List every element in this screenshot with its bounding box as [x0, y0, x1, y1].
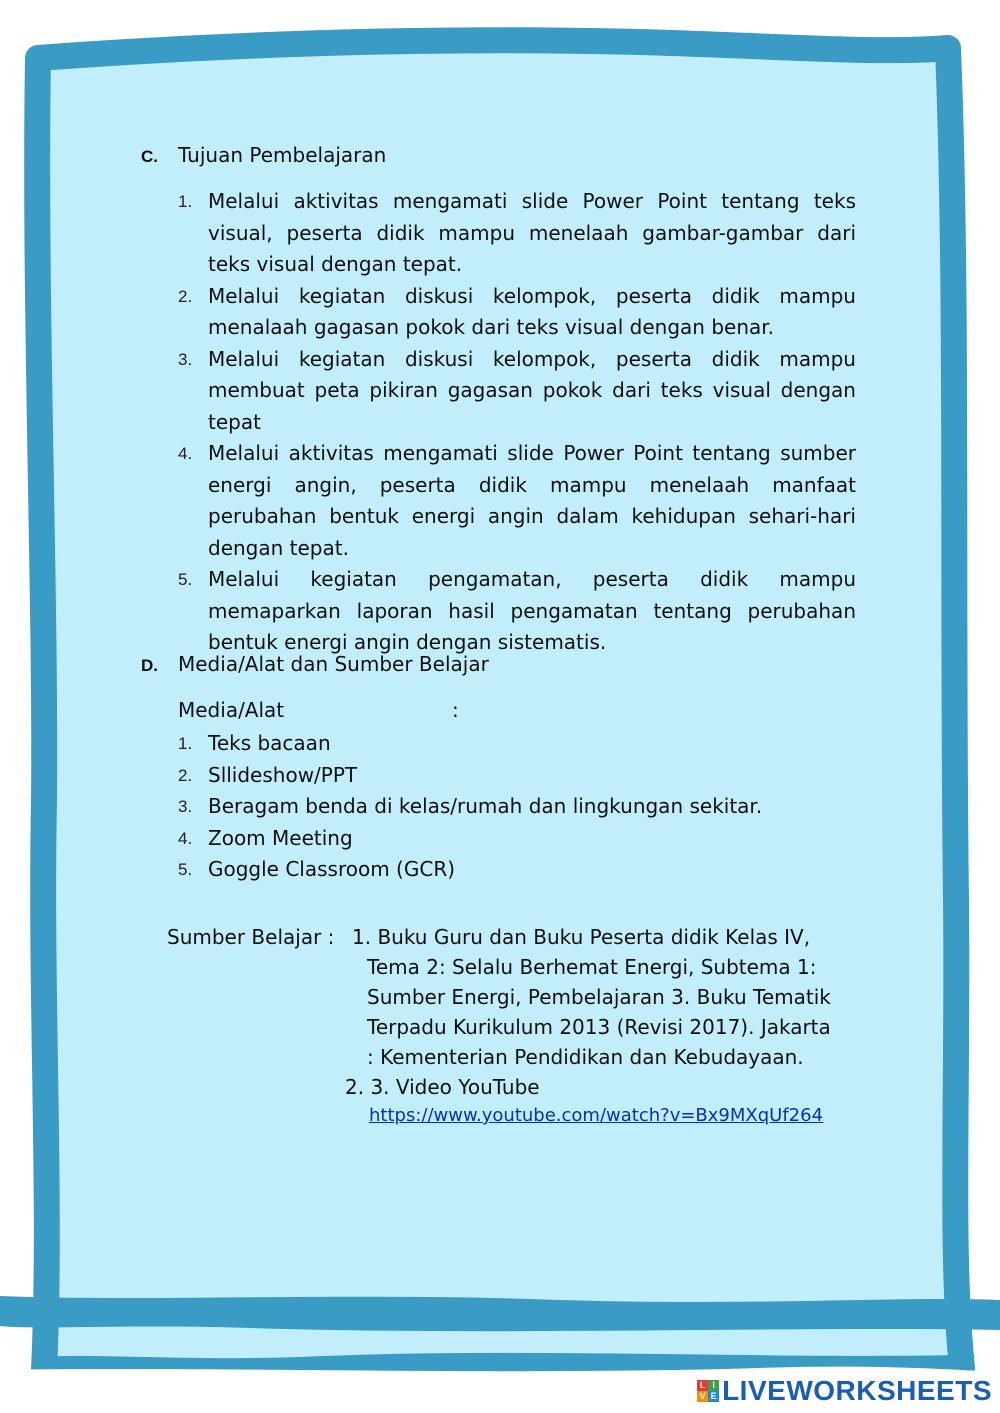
- list-number: 5.: [178, 570, 193, 589]
- logo-icon-letter: I: [708, 1380, 719, 1391]
- list-text: Melalui kegiatan diskusi kelompok, peserta didik mampu menalaah gagasan pokok dari teks visual dengan benar.: [208, 283, 856, 339]
- logo-icon-letter: V: [697, 1391, 708, 1402]
- list-item: [178, 186, 856, 281]
- list-number: 1.: [178, 192, 193, 211]
- list-item: [178, 854, 858, 886]
- logo-icon-letter: L: [697, 1380, 708, 1391]
- list-item: [178, 344, 856, 439]
- list-item: [178, 760, 858, 792]
- sumber-belajar-label: Sumber Belajar :: [167, 925, 335, 949]
- list-text: Zoom Meeting: [208, 825, 353, 850]
- sumber-line: Sumber Energi, Pembelajaran 3. Buku Tematik: [367, 985, 831, 1009]
- list-item: [178, 438, 856, 564]
- logo-icon-letter: E: [708, 1391, 719, 1402]
- section-d-title: Media/Alat dan Sumber Belajar: [178, 652, 489, 676]
- sumber-line: Tema 2: Selalu Berhemat Energi, Subtema 1:: [367, 955, 817, 979]
- sumber-line: : Kementerian Pendidikan dan Kebudayaan.: [367, 1045, 804, 1069]
- list-text: Melalui kegiatan pengamatan, peserta didik mampu memaparkan laporan hasil pengamatan tentang perubahan bentuk energi angin dengan sistematis.: [208, 567, 856, 654]
- sumber-item-2: 2. 3. Video YouTube: [345, 1075, 540, 1099]
- sumber-line: Terpadu Kurikulum 2013 (Revisi 2017). Jakarta: [367, 1015, 831, 1039]
- list-item: [178, 564, 856, 659]
- media-label: Media/Alat: [178, 698, 285, 722]
- list-number: 5.: [178, 860, 193, 879]
- video-link[interactable]: https://www.youtube.com/watch?v=Bx9MXqUf264: [369, 1105, 824, 1126]
- section-c-title: Tujuan Pembelajaran: [178, 143, 387, 167]
- list-text: Melalui aktivitas mengamati slide Power Point tentang teks visual, peserta didik mampu menelaah gambar-gambar dari teks visual dengan tepat.: [208, 189, 856, 276]
- list-number: 2.: [178, 765, 193, 785]
- sumber-belajar-text: [352, 922, 872, 1072]
- list-item: [178, 823, 858, 855]
- list-number: 4.: [178, 828, 193, 848]
- list-text: Goggle Classroom (GCR): [208, 857, 456, 881]
- list-text: Sllideshow/PPT: [208, 762, 358, 787]
- list-item: [178, 728, 858, 760]
- list-text: Melalui aktivitas mengamati slide Power Point tentang sumber energi angin, peserta didik mampu menelaah manfaat perubahan bentuk energi angin dalam kehidupan sehari-hari dengan tepat.: [208, 441, 856, 560]
- liveworksheets-text: LIVEWORKSHEETS: [722, 1375, 992, 1406]
- tujuan-list: [178, 186, 856, 659]
- section-c-letter: C.: [141, 147, 158, 166]
- list-number: 3.: [178, 349, 193, 369]
- list-text: Beragam benda di kelas/rumah dan lingkungan sekitar.: [208, 794, 763, 818]
- list-text: Melalui kegiatan diskusi kelompok, peserta didik mampu membuat peta pikiran gagasan pokok dari teks visual dengan tepat: [208, 346, 856, 434]
- list-text: Teks bacaan: [208, 731, 331, 755]
- list-number: 1.: [178, 734, 193, 753]
- list-number: 3.: [178, 797, 193, 816]
- section-d-letter: D.: [141, 656, 158, 675]
- liveworksheets-logo: [697, 1375, 992, 1407]
- list-number: 2.: [178, 286, 193, 306]
- sumber-line: 1. Buku Guru dan Buku Peserta didik Kelas IV,: [352, 925, 811, 949]
- list-item: [178, 791, 858, 823]
- media-colon: :: [452, 698, 459, 722]
- media-list: [178, 728, 858, 886]
- list-number: 4.: [178, 444, 193, 463]
- list-item: [178, 281, 856, 344]
- liveworksheets-icon: [697, 1380, 719, 1402]
